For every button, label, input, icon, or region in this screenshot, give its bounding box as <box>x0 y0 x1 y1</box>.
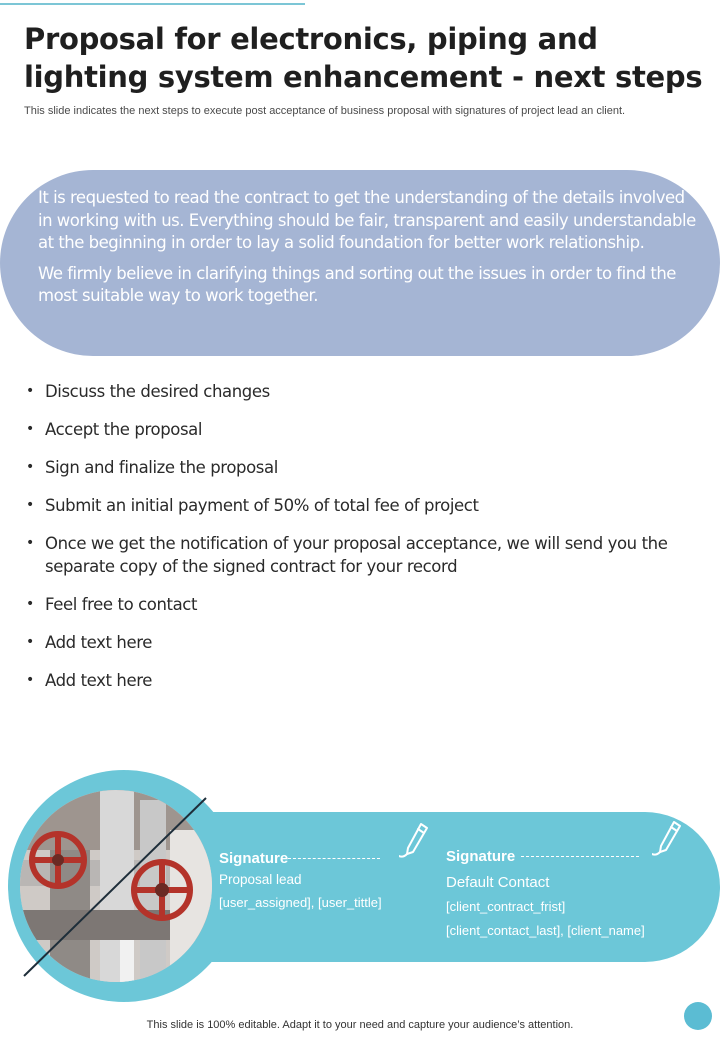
signature-contact-last: [client_contact_last], [client_name] <box>446 923 645 938</box>
pen-icon <box>652 820 682 862</box>
signature-heading: Signature <box>446 848 516 865</box>
list-item: • Add text here <box>24 631 684 654</box>
page-title: Proposal for electronics, piping and lighting system enhancement - next steps <box>24 22 703 94</box>
list-item: • Add text here <box>24 669 684 692</box>
list-item: • Discuss the desired changes <box>24 380 684 403</box>
list-item: • Accept the proposal <box>24 418 684 441</box>
intro-text <box>38 187 698 308</box>
next-steps-list <box>24 380 684 707</box>
pen-icon <box>399 822 429 864</box>
signature-block-proposal-lead <box>219 850 429 910</box>
list-item: • Submit an initial payment of 50% of total fee of project <box>24 494 684 517</box>
intro-paragraph-1: It is requested to read the contract to get the understanding of the details involved in working with us. Everything should be fair, transparent and easily understandable at the beginning in order to lay a solid foundation for better work relationship. <box>38 188 696 252</box>
page-indicator-dot <box>684 1002 712 1030</box>
decorative-diagonal <box>24 798 208 976</box>
list-item: • Feel free to contact <box>24 593 684 616</box>
list-item: • Once we get the notification of your proposal acceptance, we will send you the separate copy of the signed contract for your record <box>24 532 684 578</box>
signature-details: [user_assigned], [user_tittle] <box>219 895 382 910</box>
signature-role: Proposal lead <box>219 872 302 887</box>
signature-line[interactable] <box>288 858 380 859</box>
signature-line[interactable] <box>521 856 639 857</box>
signature-heading: Signature <box>219 850 289 867</box>
signature-contact-first: [client_contract_frist] <box>446 899 566 914</box>
intro-paragraph-2: We firmly believe in clarifying things and sorting out the issues in order to find the most suitable way to work together. <box>38 263 676 305</box>
list-item: • Sign and finalize the proposal <box>24 456 684 479</box>
signature-block-default-contact <box>446 848 686 938</box>
footer-note: This slide is 100% editable. Adapt it to your need and capture your audience’s attention. <box>146 1019 574 1031</box>
top-accent-rule <box>0 3 305 5</box>
page-subtitle: This slide indicates the next steps to execute post acceptance of business proposal with signatures of project lead an client. <box>24 105 626 117</box>
signature-role: Default Contact <box>446 874 550 891</box>
